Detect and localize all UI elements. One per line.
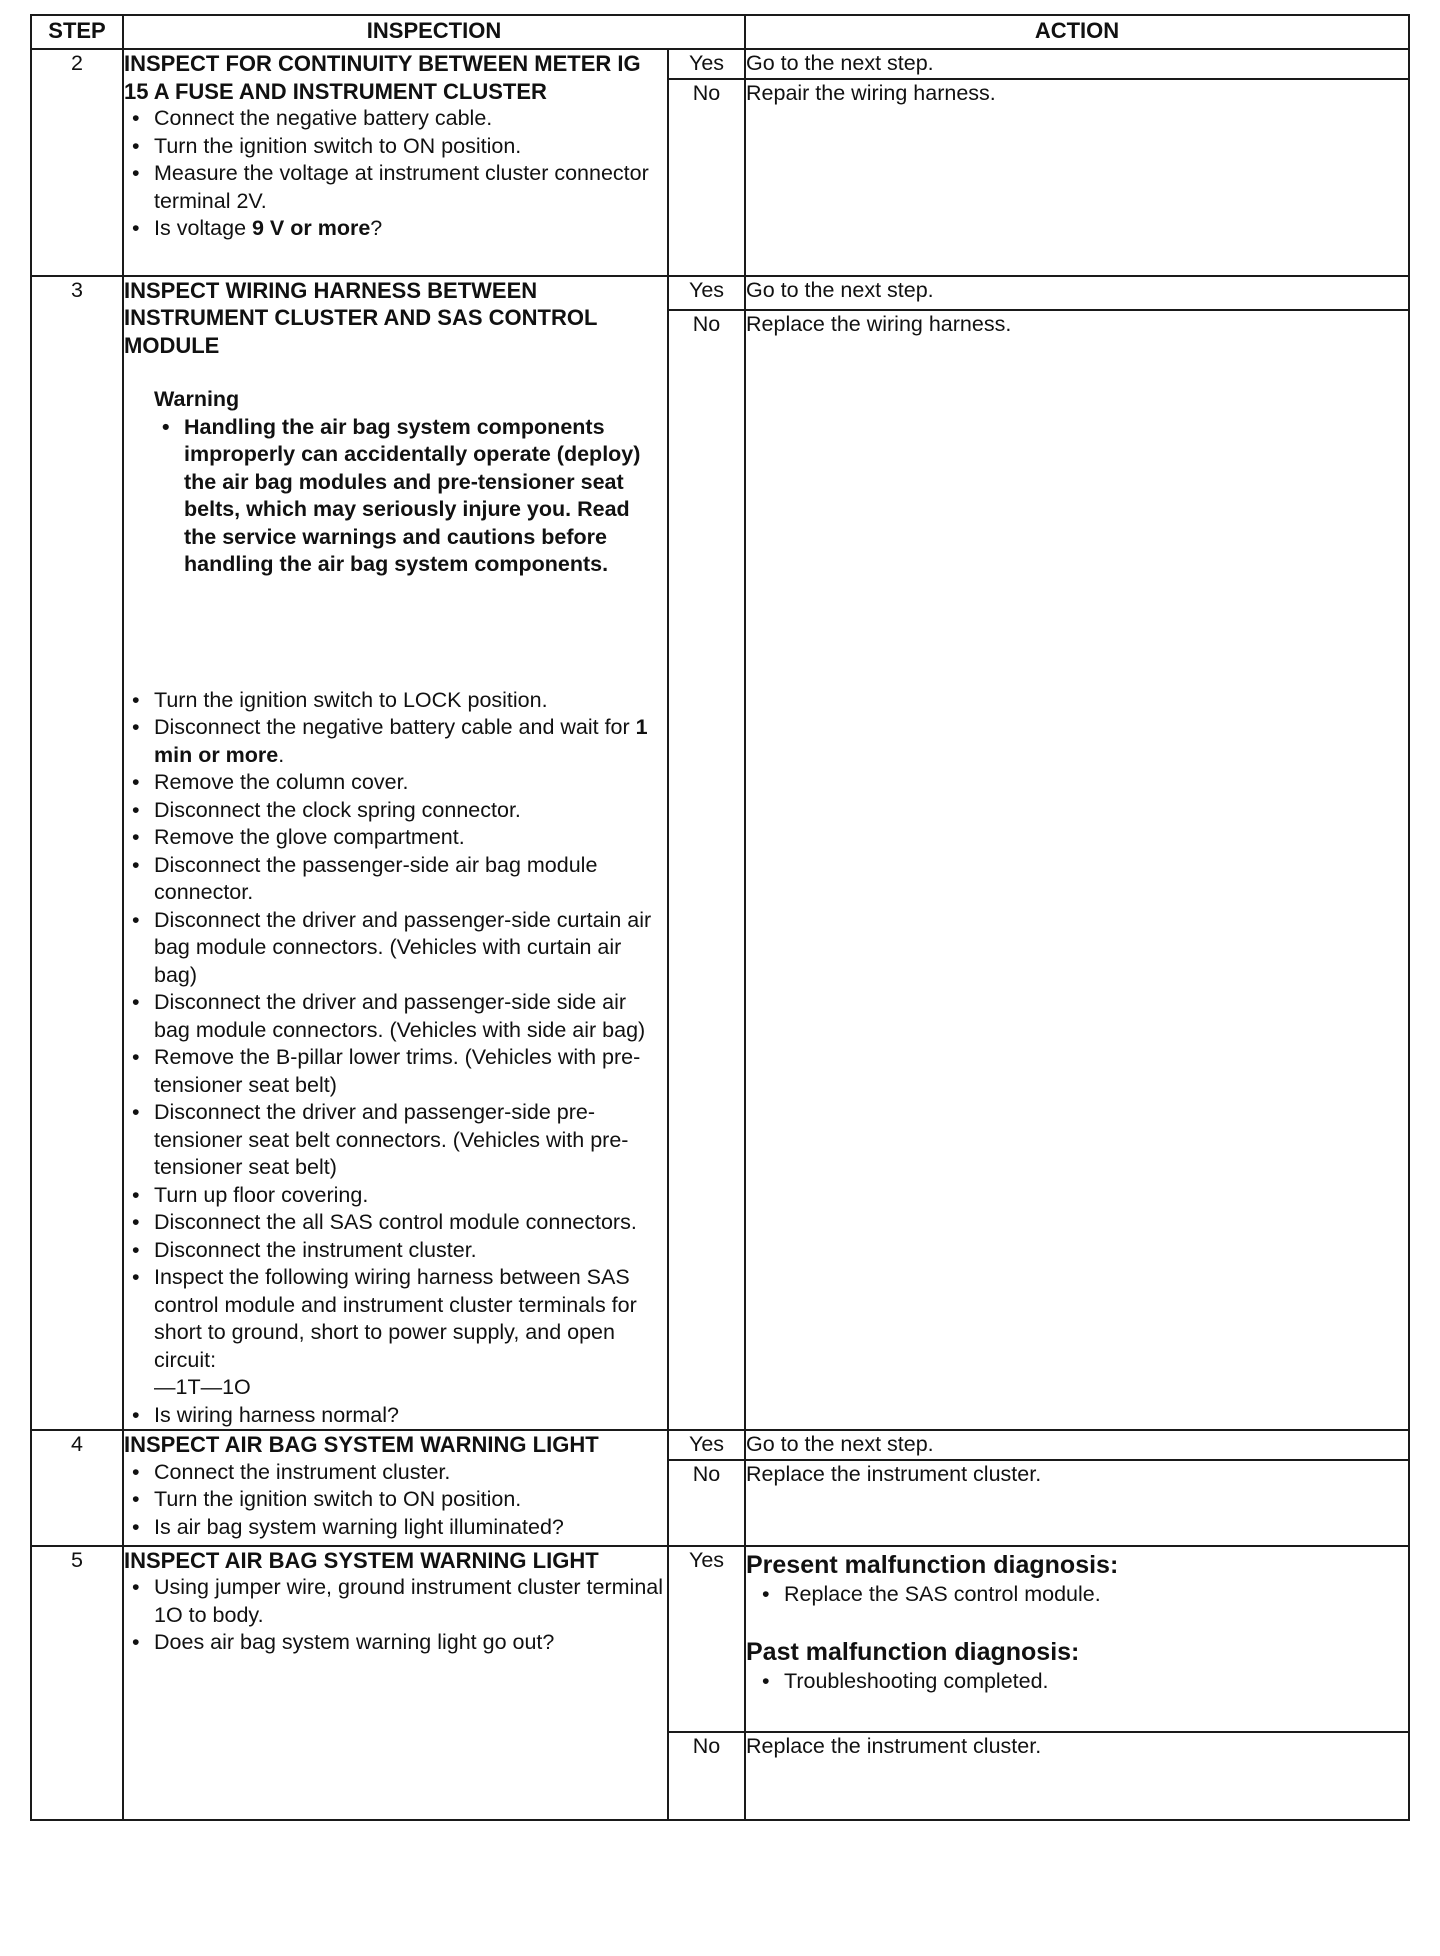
yes-action: Go to the next step. [745, 276, 1409, 310]
list-item: • Troubleshooting completed. [784, 1668, 1408, 1696]
no-label: No [668, 310, 745, 1430]
step-bullets [124, 1459, 667, 1542]
step-bullets [124, 1574, 667, 1657]
list-item: • Measure the voltage at instrument cluster connector terminal 2V. [154, 160, 667, 215]
yes-action: Go to the next step. [745, 1430, 1409, 1460]
no-label: No [668, 1460, 745, 1546]
step-inspection [123, 49, 668, 276]
header-action: ACTION [745, 15, 1409, 49]
list-item: • Disconnect the instrument cluster. [154, 1237, 667, 1265]
list-item: • Turn up floor covering. [154, 1182, 667, 1210]
list-item: • Disconnect the clock spring connector. [154, 797, 667, 825]
step-inspection [123, 1546, 668, 1820]
step-title: INSPECT FOR CONTINUITY BETWEEN METER IG 15 A FUSE AND INSTRUMENT CLUSTER [124, 51, 641, 104]
header-row [31, 15, 1409, 49]
yes-label: Yes [668, 1546, 745, 1732]
step-number: 3 [31, 276, 123, 1431]
list-item: • Disconnect the driver and passenger-side pre-tensioner seat belt connectors. (Vehicles with pre-tensioner seat belt) [154, 1099, 667, 1182]
list-item: • Is voltage 9 V or more? [154, 215, 667, 243]
yes-label: Yes [668, 1430, 745, 1460]
list-item: • Replace the SAS control module. [784, 1581, 1408, 1609]
step-inspection [123, 1430, 668, 1546]
terminal-list: —1T—1O [154, 1375, 251, 1399]
diagnostic-table [30, 14, 1410, 1821]
voltage-spec: 9 V or more [252, 216, 371, 240]
step-3-yes-row [31, 276, 1409, 310]
step-number: 5 [31, 1546, 123, 1820]
list-item: • Disconnect the driver and passenger-side side air bag module connectors. (Vehicles with side air bag) [154, 989, 667, 1044]
list-item: • Connect the negative battery cable. [154, 105, 667, 133]
yes-label: Yes [668, 49, 745, 79]
list-item: • Does air bag system warning light go out? [154, 1629, 667, 1657]
step-title: INSPECT WIRING HARNESS BETWEEN INSTRUMENT CLUSTER AND SAS CONTROL MODULE [124, 277, 597, 358]
wait-time: 1 min or more [154, 715, 648, 767]
list-item: • Is wiring harness normal? [154, 1402, 667, 1430]
list-item: • Remove the glove compartment. [154, 824, 667, 852]
no-label: No [668, 79, 745, 276]
step-bullets [124, 105, 667, 243]
list-item: • Is air bag system warning light illuminated? [154, 1514, 667, 1542]
list-item: • Disconnect the driver and passenger-side curtain air bag module connectors. (Vehicles with curtain air bag) [154, 907, 667, 990]
list-item: • Remove the B-pillar lower trims. (Vehicles with pre-tensioner seat belt) [154, 1044, 667, 1099]
step-bullets [124, 687, 667, 1430]
list-item: • Using jumper wire, ground instrument cluster terminal 1O to body. [154, 1574, 667, 1629]
present-diagnosis-heading: Present malfunction diagnosis: [746, 1550, 1119, 1579]
header-inspection: INSPECTION [123, 15, 745, 49]
list-item: • Inspect the following wiring harness between SAS control module and instrument cluster terminals for short to ground, short to power supply, and open circuit: —1T—1O [154, 1264, 667, 1402]
list-item: • Turn the ignition switch to ON position. [154, 133, 667, 161]
step-inspection [123, 276, 668, 1431]
warning-list [124, 414, 667, 579]
present-diagnosis-list [746, 1581, 1408, 1609]
yes-action [745, 1546, 1409, 1732]
warning-text: • Handling the air bag system components improperly can accidentally operate (deploy) the air bag modules and pre-tensioner seat belts, which may seriously injure you. Read the service warnings and cautions before handling the air bag system components. [184, 414, 667, 579]
step-number: 4 [31, 1430, 123, 1546]
step-2-yes-row [31, 49, 1409, 79]
step-number: 2 [31, 49, 123, 276]
no-action: Replace the instrument cluster. [745, 1732, 1409, 1820]
past-diagnosis-list [746, 1668, 1408, 1696]
step-4-yes-row [31, 1430, 1409, 1460]
step-title: INSPECT AIR BAG SYSTEM WARNING LIGHT [124, 1432, 599, 1457]
warning-title: Warning [154, 387, 240, 411]
list-item: • Disconnect the passenger-side air bag module connector. [154, 852, 667, 907]
step-5-yes-row [31, 1546, 1409, 1732]
no-action: Replace the instrument cluster. [745, 1460, 1409, 1546]
yes-label: Yes [668, 276, 745, 310]
no-action: Repair the wiring harness. [745, 79, 1409, 276]
list-item: • Remove the column cover. [154, 769, 667, 797]
header-step: STEP [31, 15, 123, 49]
yes-action: Go to the next step. [745, 49, 1409, 79]
no-action: Replace the wiring harness. [745, 310, 1409, 1430]
list-item: • Turn the ignition switch to ON position. [154, 1486, 667, 1514]
list-item: • Connect the instrument cluster. [154, 1459, 667, 1487]
step-title: INSPECT AIR BAG SYSTEM WARNING LIGHT [124, 1547, 599, 1573]
list-item: • Disconnect the negative battery cable and wait for 1 min or more. [154, 714, 667, 769]
no-label: No [668, 1732, 745, 1820]
list-item: • Disconnect the all SAS control module connectors. [154, 1209, 667, 1237]
past-diagnosis-heading: Past malfunction diagnosis: [746, 1638, 1080, 1666]
list-item: • Turn the ignition switch to LOCK position. [154, 687, 667, 715]
